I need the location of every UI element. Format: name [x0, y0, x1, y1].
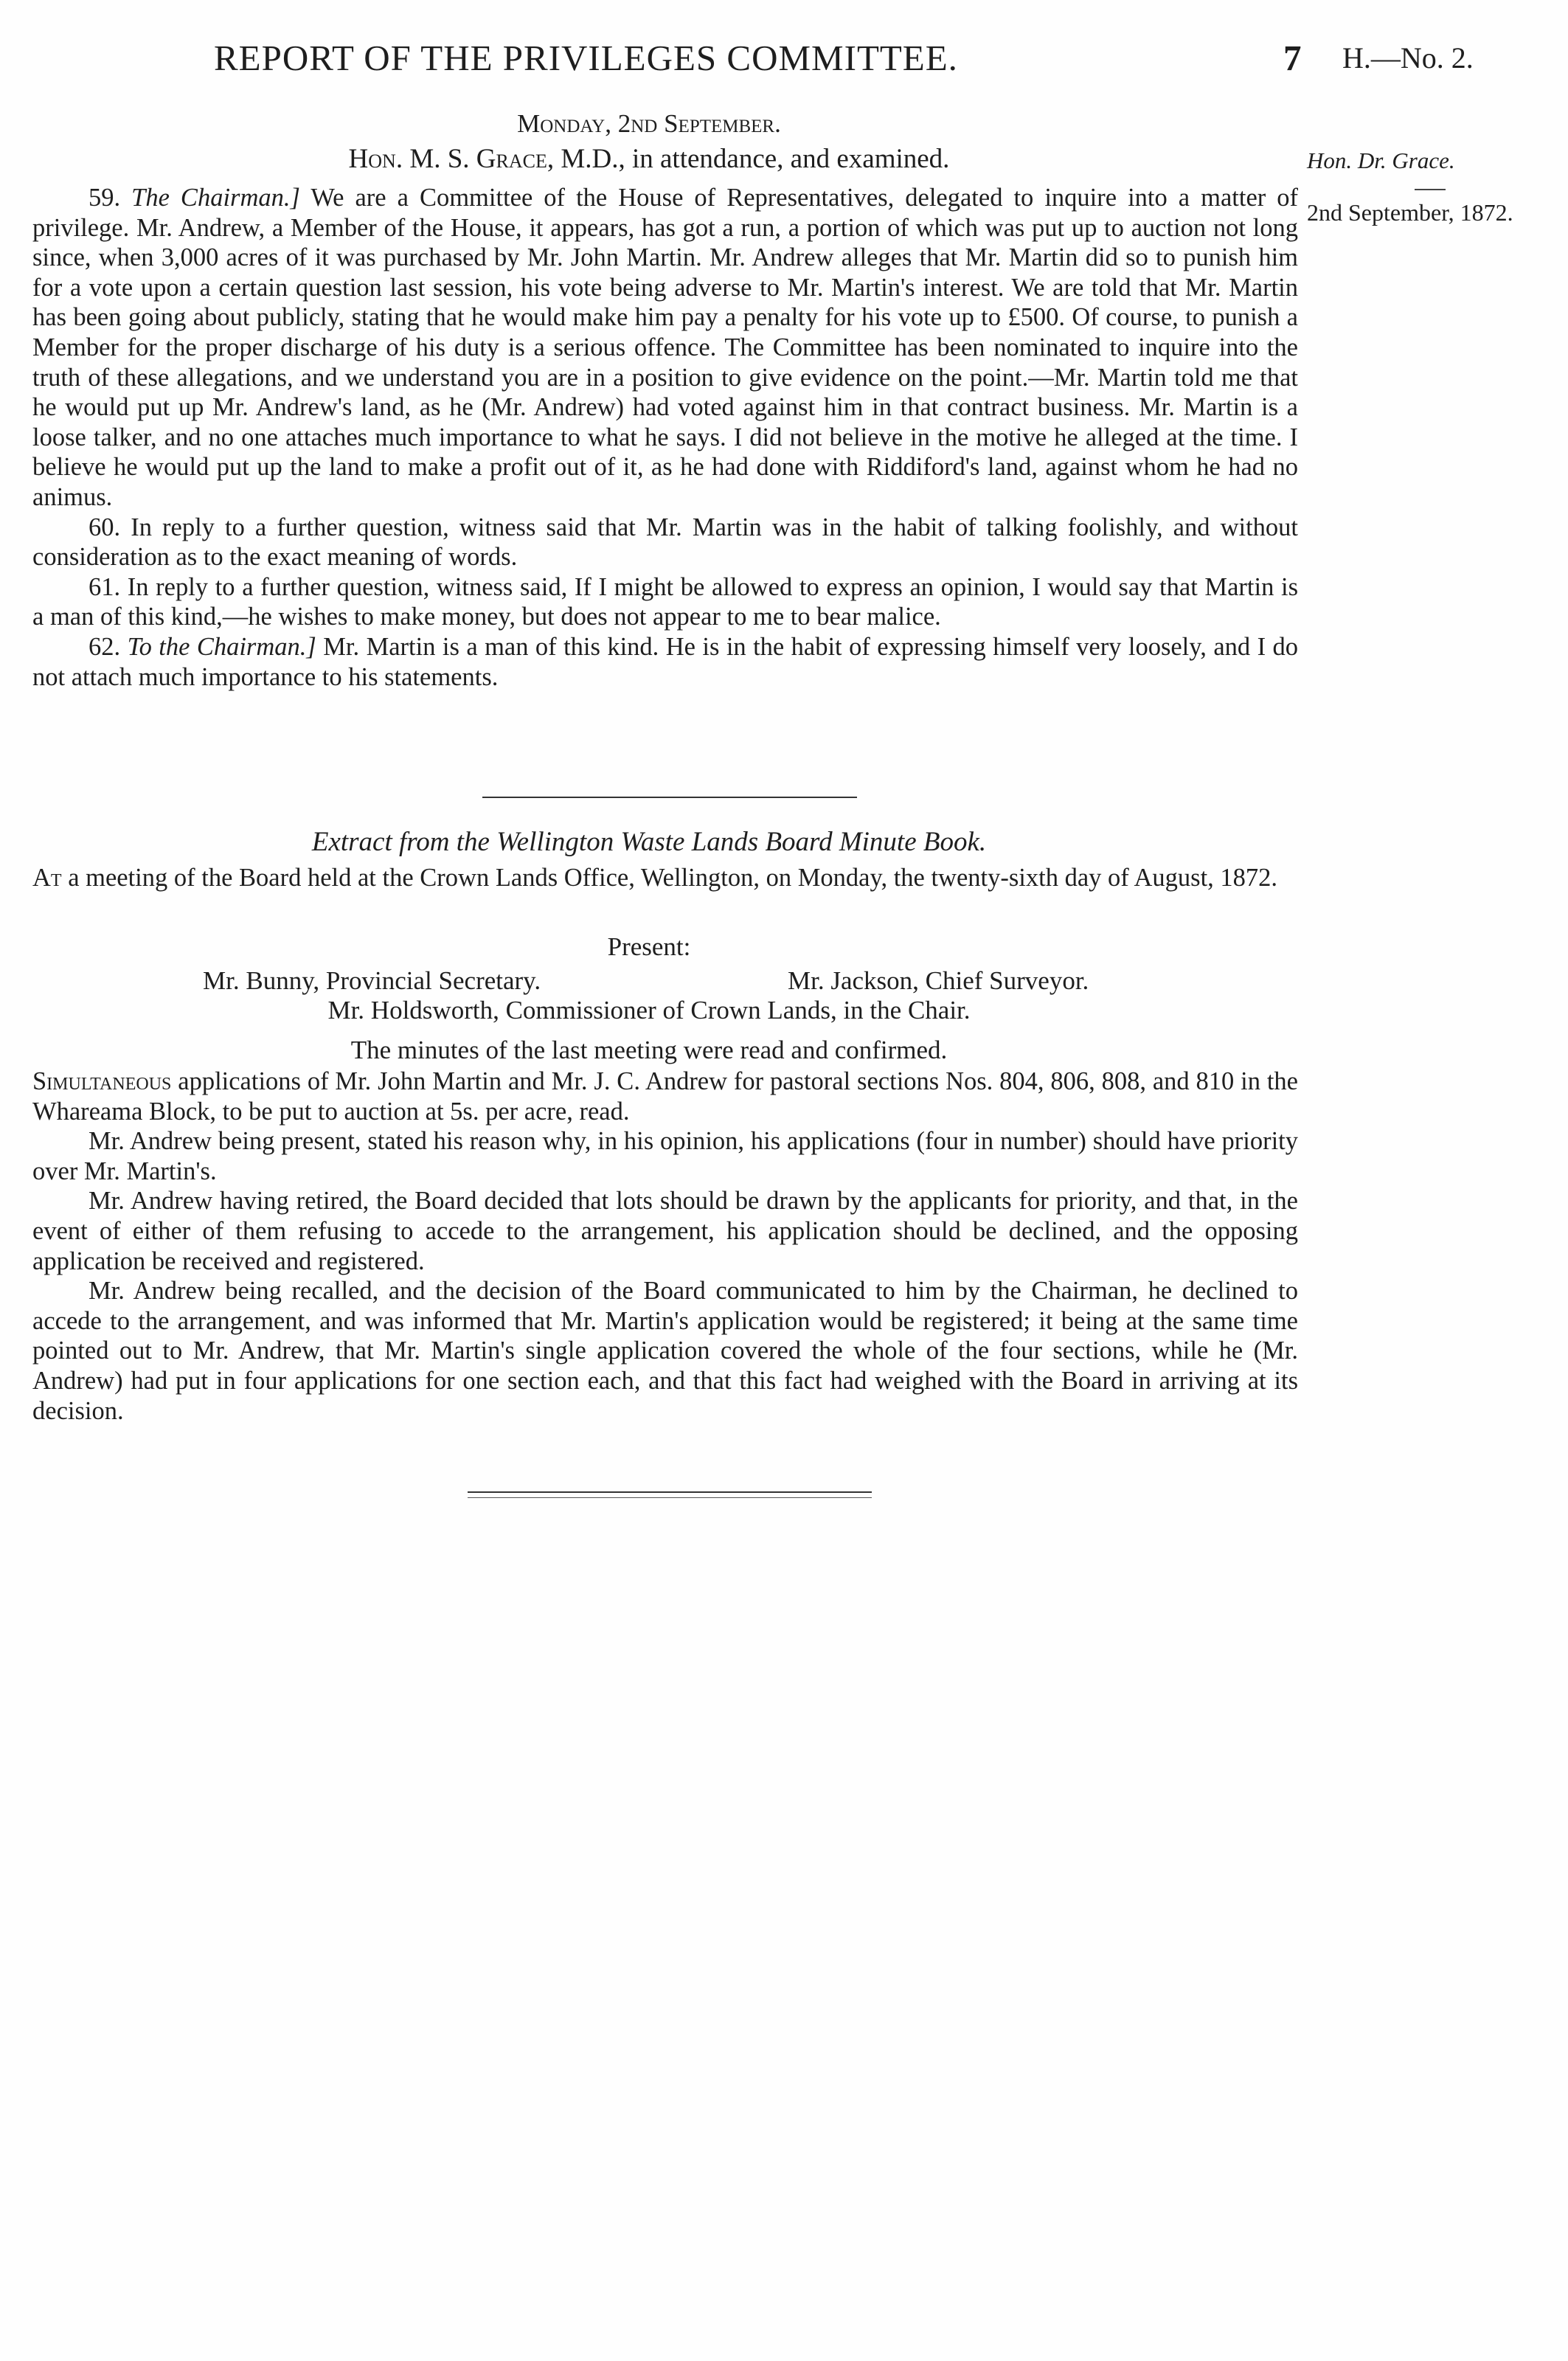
- paragraph-lead: Simultaneous: [32, 1067, 172, 1095]
- end-divider-double: [468, 1497, 872, 1498]
- report-title: REPORT OF THE PRIVILEGES COMMITTEE.: [214, 38, 958, 78]
- speaker: The Chairman.]: [131, 184, 300, 212]
- minutes-confirmed: The minutes of the last meeting were read and confirmed.: [350, 1036, 948, 1064]
- question-text: In reply to a further question, witness said that Mr. Martin was in the habit of talking foolishly, and without consideration as to the exact meaning of words.: [32, 513, 1298, 572]
- witness-suffix: in attendance, and examined.: [625, 144, 950, 174]
- question-number: 61.: [89, 572, 121, 601]
- margin-divider: [1415, 189, 1446, 190]
- session-date: Monday, 2nd September.: [517, 109, 781, 138]
- meeting-intro: [32, 863, 1298, 893]
- question-number: 59.: [89, 184, 121, 212]
- margin-date: 2nd September, 1872.: [1307, 199, 1513, 226]
- question-number: 62.: [89, 632, 121, 661]
- question-text: We are a Committee of the House of Representatives, delegated to inquire into a matter of privilege. Mr. Andrew, a Member of the House, it appears, has got a run, a portion of which was put up to auction not long since, when 3,000 acres of it was purchased by Mr. John Martin. Mr. Andrew alleges that Mr. Martin did so to punish him for a vote upon a certain question last session, his vote being adverse to Mr. Martin's interest. We are told that Mr. Martin has been going about publicly, stating that he would make him pay a penalty for his vote up to £500. Of course, to punish a Member for the proper discharge of his duty is a serious offence. The Committee has been nominated to inquire into the truth of these allegations, and we understand you are in a position to give evidence on the point.—Mr. Martin told me that he would put up Mr. Andrew's land, as he (Mr. Andrew) had voted against him in that contract business. Mr. Martin is a loose talker, and no one attaches much importance to what he says. I did not believe in the motive he alleged at the time. I believe he would put up the land to make a profit out of it, as he had done with Riddiford's land, against whom he had no animus.: [32, 184, 1299, 511]
- minute-paragraph-1: [32, 1067, 1298, 1126]
- examination-text: [32, 183, 1298, 692]
- attendee-chair: Mr. Holdsworth, Commissioner of Crown Lands, in the Chair.: [327, 996, 971, 1025]
- extract-intro: [32, 863, 1298, 893]
- intro-text: a meeting of the Board held at the Crown Lands Office, Wellington, on Monday, the twenty-sixth day of August, 1872.: [61, 864, 1278, 892]
- paragraph-text: applications of Mr. John Martin and Mr. J. C. Andrew for pastoral sections Nos. 804, 806, 808, and 810 in the Whareama Block, to be put to auction at 5s. per acre, read.: [32, 1067, 1298, 1126]
- minutes-body: [32, 1067, 1298, 1426]
- minute-paragraph-4: Mr. Andrew being recalled, and the decision of the Board communicated to him by the Chairman, he declined to accede to the arrangement, and was informed that Mr. Martin's application would be registered; it being at the same time pointed out to Mr. Andrew, that Mr. Martin's single application covered the whole of the four sections, while he (Mr. Andrew) had put in four applications for one section each, and that this fact had weighed with the Board in arriving at its decision.: [32, 1277, 1298, 1425]
- question-61: [32, 572, 1298, 632]
- attendee-bunny: Mr. Bunny, Provincial Secretary.: [203, 966, 541, 995]
- end-divider: [468, 1491, 872, 1493]
- margin-witness-name: Hon. Dr. Grace.: [1307, 148, 1455, 173]
- attendee-jackson: Mr. Jackson, Chief Surveyor.: [788, 966, 1089, 995]
- question-59: [32, 183, 1298, 513]
- question-text: In reply to a further question, witness said, If I might be allowed to express an opinion, I would say that Martin is a man of this kind,—he wishes to make money, but does not appear to me to bear malice.: [32, 572, 1298, 631]
- witness-name: Hon. M. S. Grace, M.D.,: [348, 144, 625, 174]
- question-number: 60.: [89, 513, 121, 541]
- minute-paragraph-3: Mr. Andrew having retired, the Board decided that lots should be drawn by the applicants for priority, and that, in the event of either of them refusing to accede to the arrangement, his application should be declined, and the opposing application be received and registered.: [32, 1187, 1298, 1275]
- question-62: [32, 632, 1298, 692]
- question-60: [32, 513, 1298, 572]
- extract-heading: Extract from the Wellington Waste Lands Board Minute Book.: [311, 827, 987, 857]
- page-number: 7: [1283, 38, 1302, 78]
- speaker: To the Chairman.]: [127, 632, 316, 661]
- intro-lead: At: [32, 864, 62, 892]
- witness-line: [0, 143, 1298, 175]
- present-label: Present:: [607, 932, 691, 961]
- section-divider: [482, 797, 857, 798]
- minute-paragraph-2: Mr. Andrew being present, stated his reason why, in his opinion, his applications (four in number) should have priority over Mr. Martin's.: [32, 1127, 1298, 1185]
- question-text: Mr. Martin is a man of this kind. He is in the habit of expressing himself very loosely, and I do not attach much importance to his statements.: [32, 632, 1298, 691]
- paper-code: H.—No. 2.: [1342, 41, 1474, 74]
